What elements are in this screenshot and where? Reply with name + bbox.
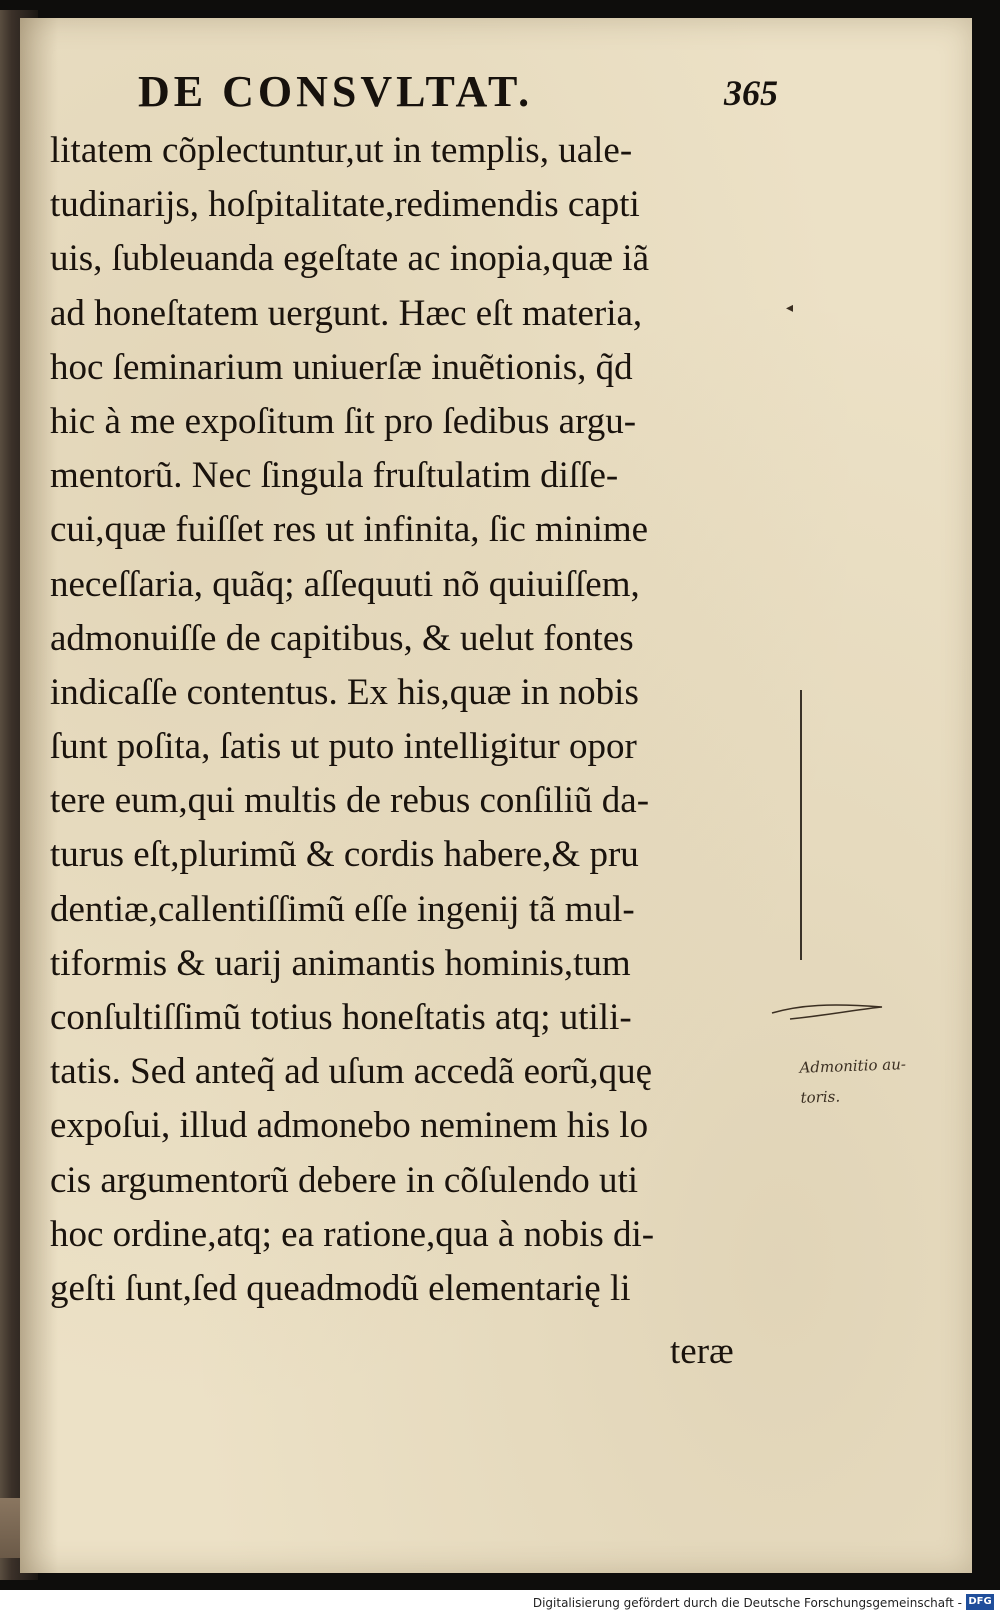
text-line: hic à me expoſitum ſit pro ſedibus argu- xyxy=(50,400,637,442)
page-number: 365 xyxy=(724,73,778,113)
dfg-logo: DFG xyxy=(966,1594,994,1610)
text-line: litatem cõplectuntur,ut in templis, uale- xyxy=(50,130,633,171)
text-line: admonuiſſe de capitibus, & uelut fontes xyxy=(50,617,634,659)
text-line: tere eum,qui multis de rebus conſiliũ da- xyxy=(50,780,650,822)
text-line: tudinarijs, hoſpitalitate,redimendis capti xyxy=(50,184,640,226)
text-line: hoc ordine,atq; ea ratione,qua à nobis di- xyxy=(50,1213,655,1255)
running-head xyxy=(138,66,778,126)
text-line: uis, ſubleuanda egeſtate ac inopia,quæ iã xyxy=(50,238,649,280)
footer-bar xyxy=(0,1590,1000,1622)
text-line: dentiæ,callentiſſimũ eſſe ingenij tã mul- xyxy=(50,888,635,930)
text-line: tatis. Sed anteq̃ ad uſum accedã eorũ,quę xyxy=(50,1051,653,1093)
running-head-title: DE CONSVLTAT. xyxy=(138,67,534,116)
text-line: ſunt poſita, ſatis ut puto intelligitur opor xyxy=(50,726,637,768)
text-line: geſti ſunt,ſed queadmodũ elementarię li xyxy=(50,1267,631,1309)
text-line: mentorũ. Nec ſingula fruſtulatim diſſe- xyxy=(50,455,619,497)
margin-pointer-stroke xyxy=(770,995,890,1025)
text-line: conſultiſſimũ totius honeſtatis atq; utili- xyxy=(50,997,632,1038)
text-line: expoſui, illud admonebo neminem his lo xyxy=(50,1105,649,1147)
margin-mark-icon: ◂ xyxy=(786,300,794,316)
text-line: indicaſſe contentus. Ex his,quæ in nobis xyxy=(50,671,639,713)
margin-note: Admonitio au- toris. xyxy=(799,1055,907,1107)
catchword: teræ xyxy=(670,1331,734,1372)
text-line: neceſſaria, quãq; aſſequuti nõ quiuiſſem, xyxy=(50,563,640,605)
text-line: cui,quæ fuiſſet res ut infinita, ſic minime xyxy=(50,509,649,551)
text-line: ad honeſtatem uergunt. Hæc eſt materia, xyxy=(50,292,643,334)
body-text xyxy=(50,124,810,1316)
text-line: cis argumentorũ debere in cõſulendo uti xyxy=(50,1159,639,1201)
footer-credit: Digitalisierung gefördert durch die Deutsche Forschungsgemeinschaft - xyxy=(532,1596,962,1610)
text-line: tiformis & uarij animantis hominis,tum xyxy=(50,942,631,984)
text-line: hoc ſeminarium uniuerſæ inuẽtionis, q̃d xyxy=(50,346,633,388)
margin-bracket xyxy=(800,690,808,960)
text-line: turus eſt,plurimũ & cordis habere,& pru xyxy=(50,834,639,876)
